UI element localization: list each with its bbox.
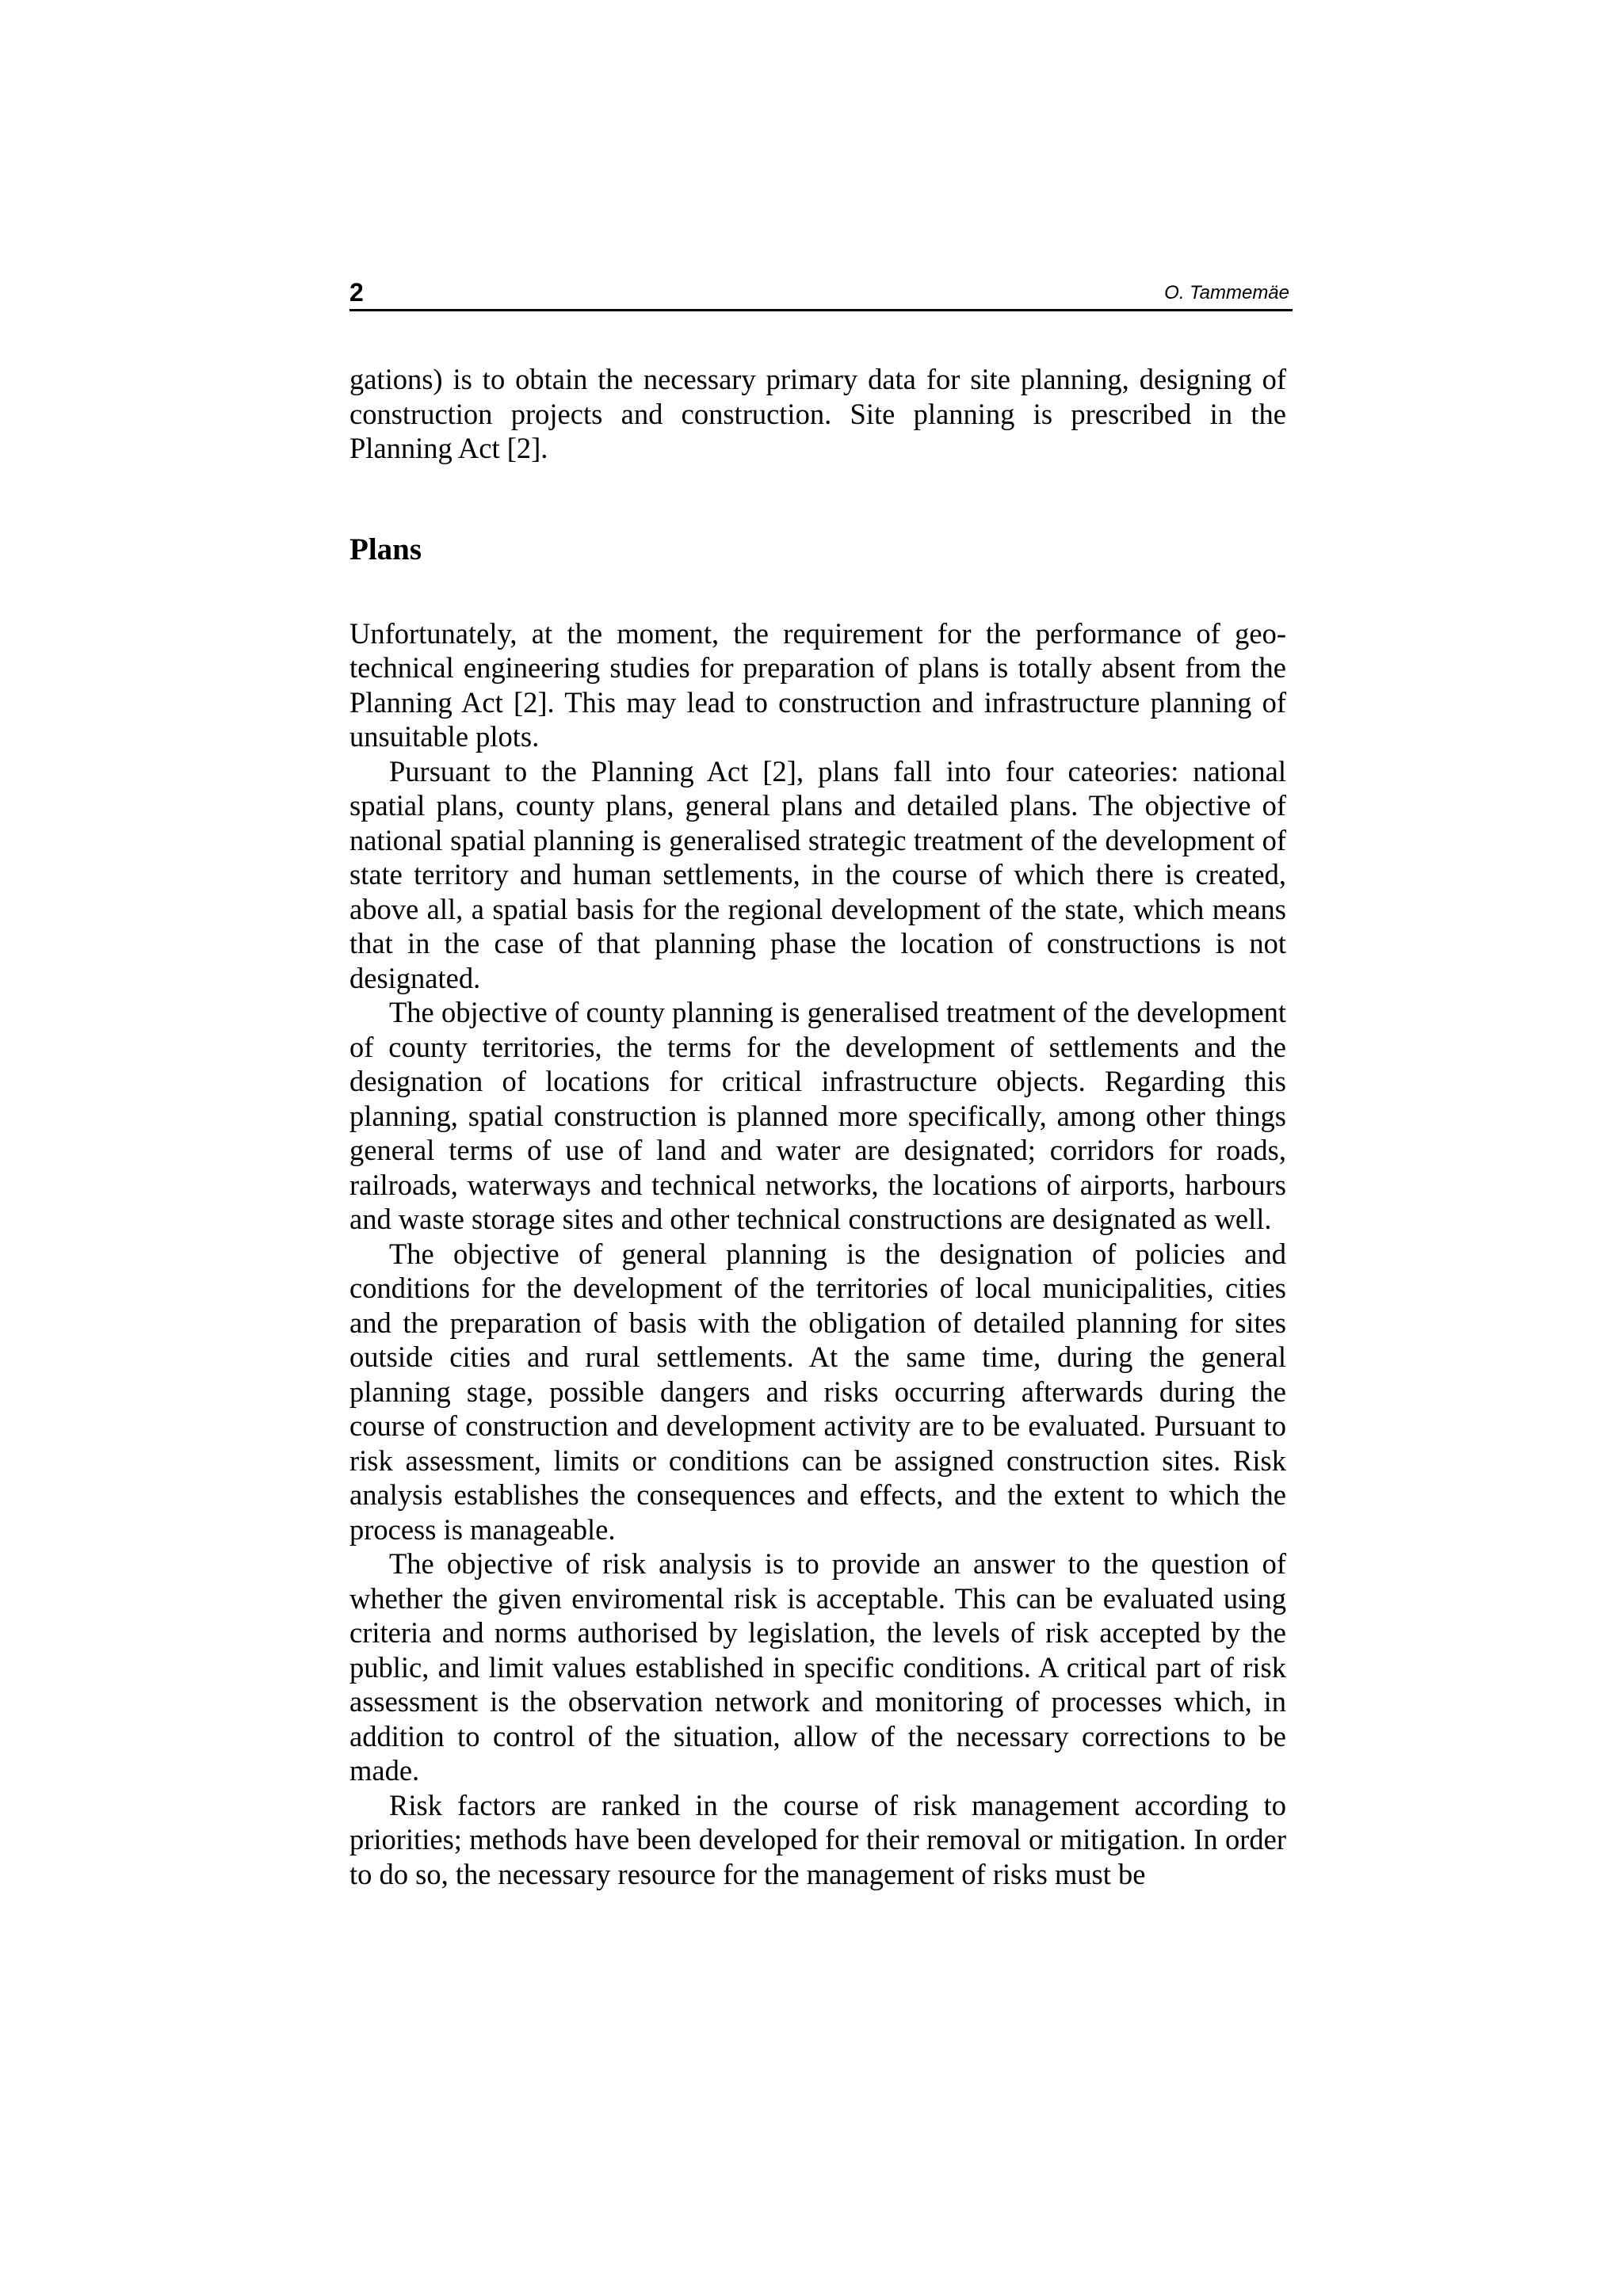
body-text bbox=[349, 362, 1286, 1891]
paragraph: Pursuant to the Planning Act [2], plans fall into four cateories: national spatial plans, county plans, general plans and detailed plans. The objective of national spatial planning is generalised strategic treatment of the development of state territory and human settlements, in the course of which there is created, above all, a spatial basis for the regional development of the state, which means that in the case of that planning phase the location of constructions is not designated. bbox=[349, 754, 1286, 994]
page-number: 2 bbox=[349, 278, 364, 307]
section-heading: Plans bbox=[349, 532, 422, 566]
running-head-author: O. Tammemäe bbox=[1164, 282, 1289, 303]
paragraph: Risk factors are ranked in the course of risk management according to priorities; methods have been developed for their removal or mitigation. In order to do so, the necessary resource for the management of risks must be bbox=[349, 1788, 1286, 1890]
paragraph: The objective of risk analysis is to provide an answer to the question of whether the given enviromental risk is acceptable. This can be evaluated using criteria and norms authorised by legislation, the levels of risk accepted by the public, and limit values established in specific conditions. A critical part of risk assessment is the observation network and monitoring of processes which, in addition to control of the situation, allow of the necessary corrections to be made. bbox=[349, 1547, 1286, 1787]
paragraph: The objective of general planning is the designation of policies and conditions for the development of the territories of local municipalities, cities and the preparation of basis with the obligation of detailed planning for sites outside cities and rural settlements. At the same time, during the general planning stage, possible dangers and risks occurring afterwards during the course of construction and development activity are to be evaluated. Pursuant to risk assessment, limits or conditions can be assigned construction sites. Risk analysis establishes the consequences and effects, and the extent to which the process is manageable. bbox=[349, 1237, 1286, 1546]
paragraph: The objective of county planning is generalised treatment of the development of county territories, the terms for the development of settlements and the designation of locations for critical infrastructure objects. Regarding this planning, spatial construction is planned more specifically, among other things general terms of use of land and water are designated; corridors for roads, railroads, waterways and technical networks, the locations of airports, harbours and waste storage sites and other technical constructions are designated as well. bbox=[349, 996, 1286, 1235]
paragraph: Unfortunately, at the moment, the requirement for the performance of geotechnical engineering studies for preparation of plans is totally absent from the Planning Act [2]. This may lead to construction and infrastructure planning of unsuitable plots. bbox=[349, 616, 1286, 753]
page-header bbox=[349, 277, 1293, 311]
intro-paragraph: gations) is to obtain the necessary primary data for site planning, designing of construction projects and construction. Site planning is prescribed in the Planning Act [2]. bbox=[349, 363, 1286, 464]
